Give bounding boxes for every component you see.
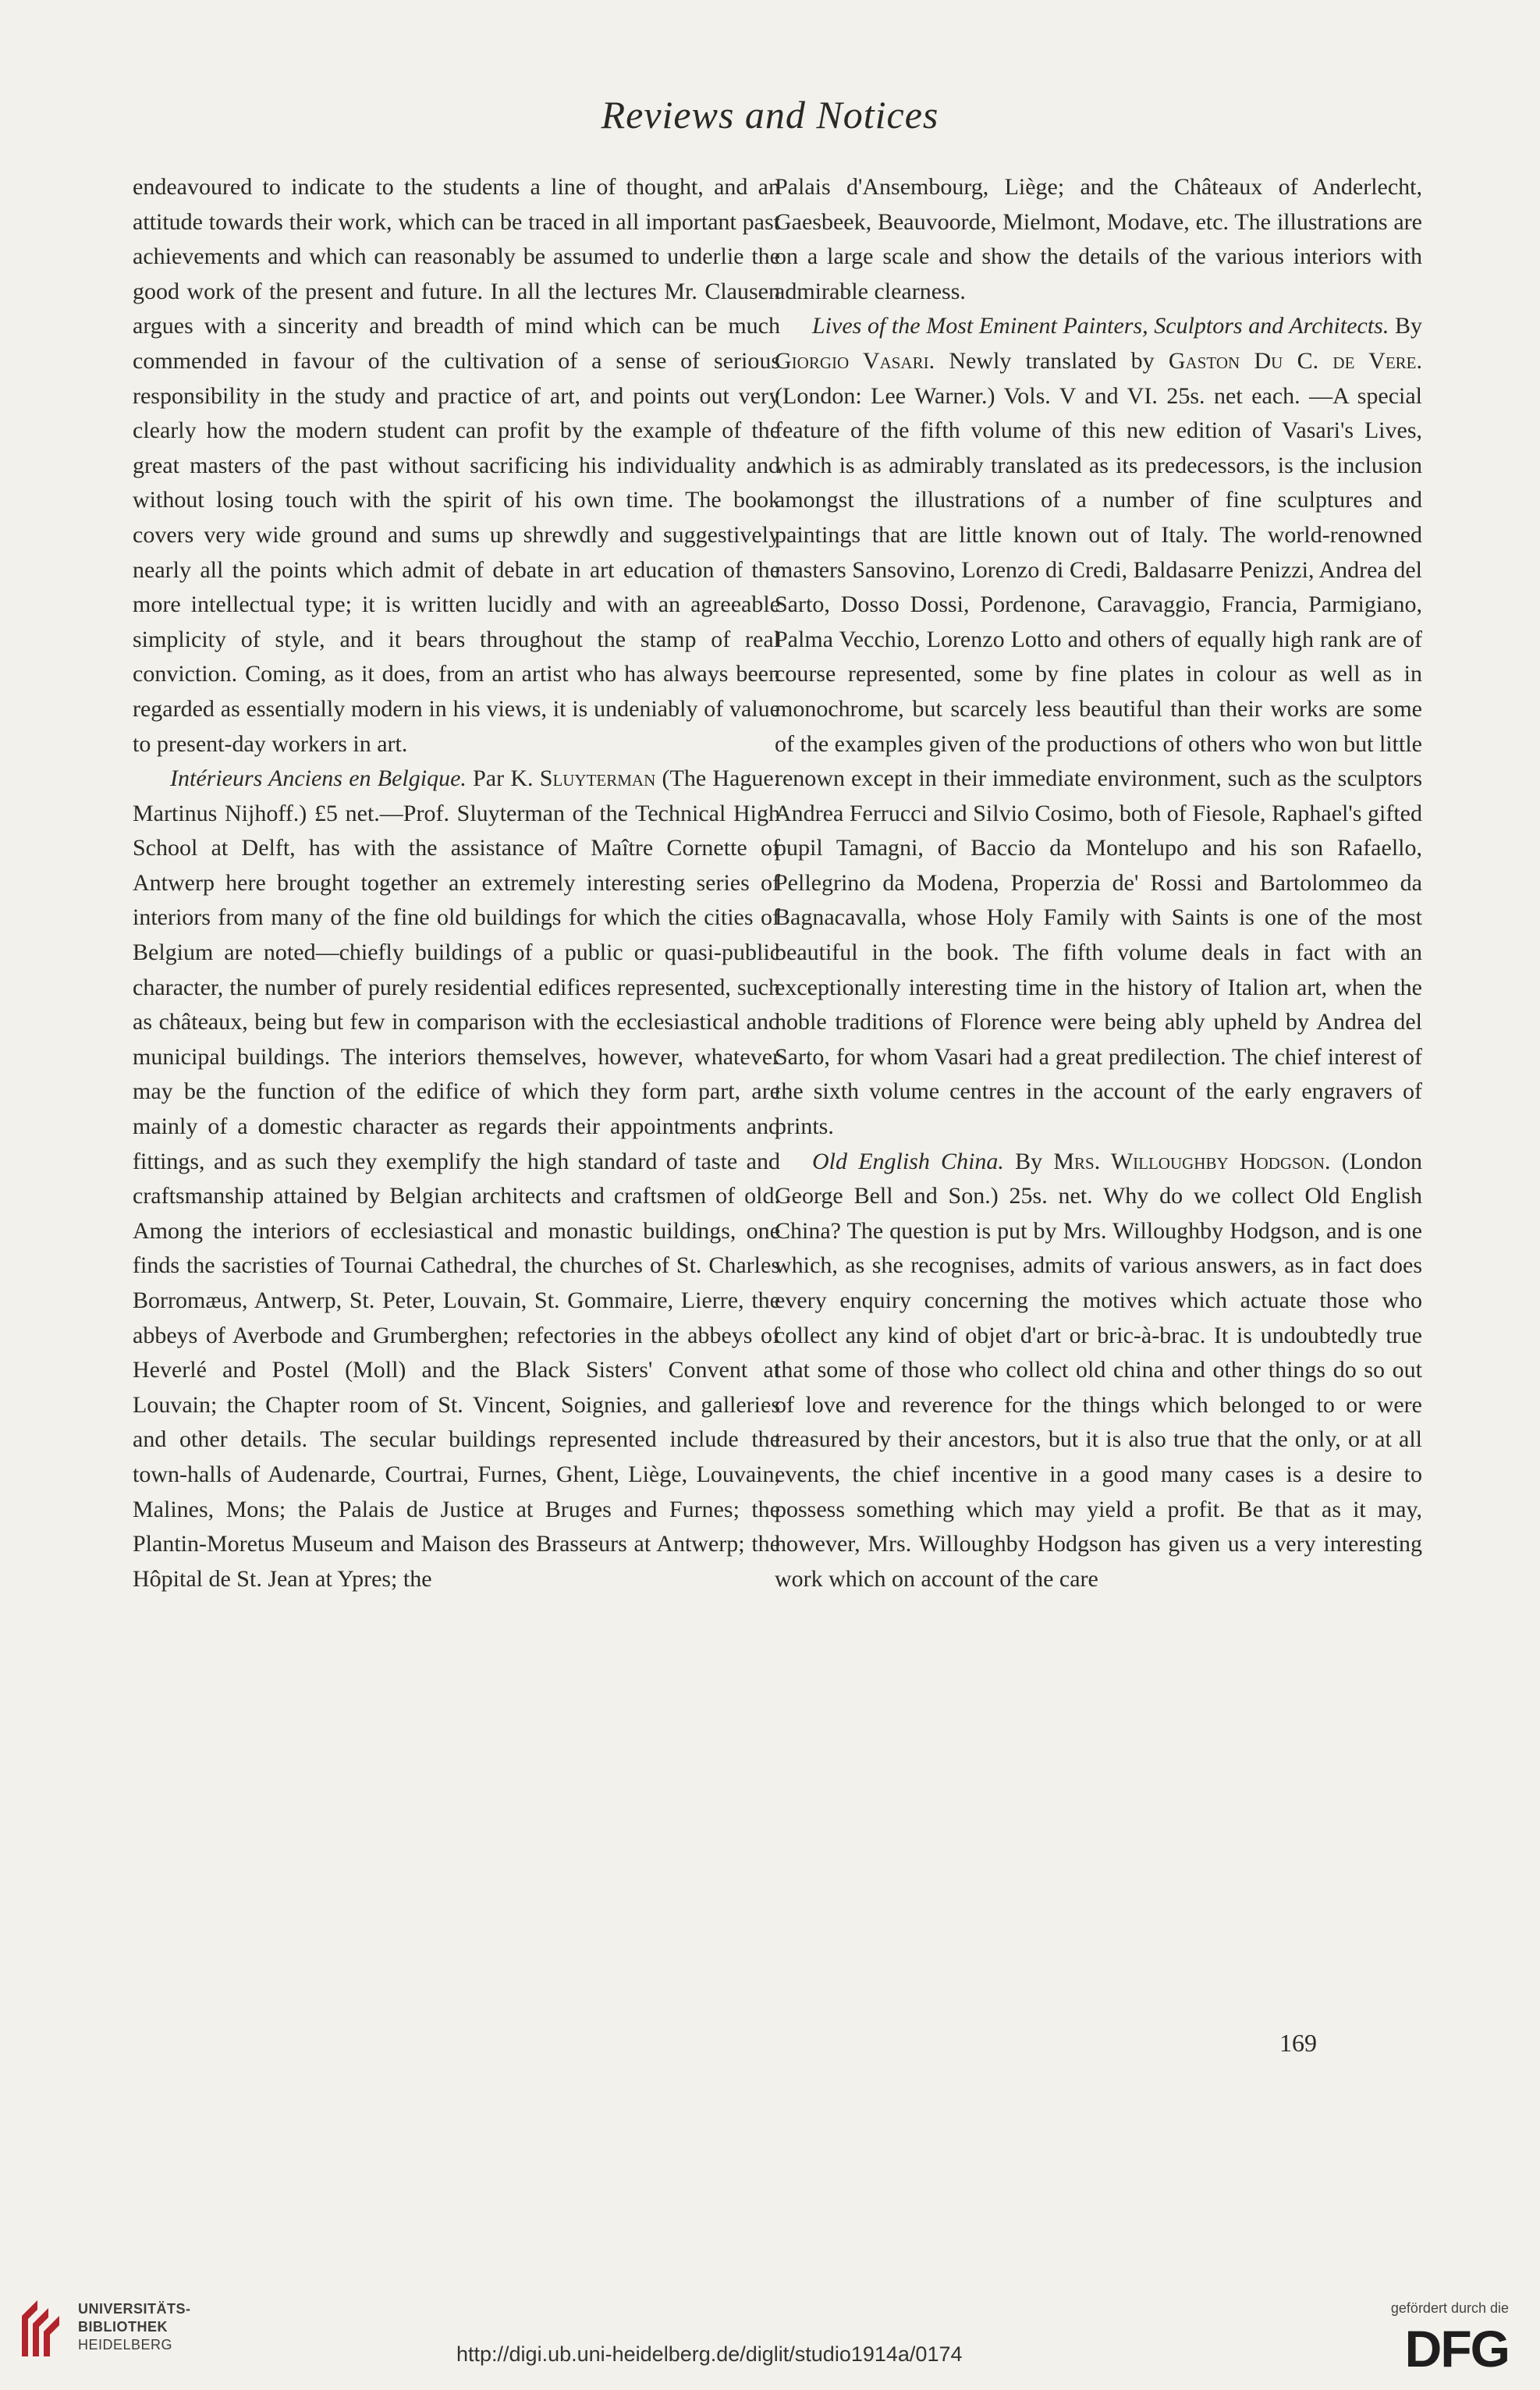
review-body: (The Hague: Martinus Nijhoff.) £5 net.—Prof. Sluyterman of the Technical High School at Delft, has with the assistance of Maître Cornette of Antwerp here brought together an extremely interesting series of interiors from many of the fine old buildings for which the cities of Belgium are noted—chiefly buildings of a public or quasi-public character, the number of purely residential edifices represented, such as châteaux, being but few in comparison with the ecclesiastical and municipal buildings. The interiors themselves, however, whatever may be the function of the edifice of which they form part, are mainly of a domestic character as regards their appointments and fittings, and as such they exemplify the high standard of taste and craftsmanship attained by Belgian architects and craftsmen of old. Among the interiors of ecclesiastical and monastic buildings, one finds the sacristies of Tournai Cathedral, the churches of St. Charles Borromæus, Antwerp, St. Peter, Louvain, St. Gommaire, Lierre, the abbeys of Averbode and Grumberghen; refectories in the abbeys of Heverlé and Postel (Moll) and the Black Sisters' Convent at Louvain; the Chapter room of St. Vincent, Soignies, and galleries and other details. The secular buildings represented include the town-halls of Audenarde, Courtrai, Furnes, Ghent, Liège, Louvain, Malines, Mons; the Palais de Justice at Bruges and Furnes; the Plantin-Moretus Museum and Maison des Brasseurs at Antwerp; the Hôpital de St. Jean at Ypres; the: [133, 765, 780, 1592]
right-paragraph-3: [775, 1145, 1422, 1597]
author-prefix: By: [1015, 1148, 1043, 1174]
source-url[interactable]: http://digi.ub.uni-heidelberg.de/diglit/studio1914a/0174: [456, 2342, 963, 2366]
funding-note: gefördert durch die: [1390, 2300, 1509, 2316]
left-paragraph-1: endeavoured to indicate to the students a line of thought, and an attitude towards their work, which can be traced in all important past achievements and which can reasonably be assumed to underlie the good work of the present and future. In all the lectures Mr. Clausen argues with a sincerity and breadth of mind which can be much commended in favour of the cultivation of a sense of serious responsibility in the study and practice of art, and points out very clearly how the modern student can profit by the example of the great masters of the past without sacrificing his individuality and without losing touch with the spirit of his own time. The book covers very wide ground and sums up shrewdly and suggestively nearly all the points which admit of debate in art education of the more intellectual type; it is written lucidly and with an agreeable simplicity of style, and it bears throughout the stamp of real conviction. Coming, as it does, from an artist who has always been regarded as essentially modern in his views, it is undeniably of value to present-day workers in art.: [133, 174, 780, 757]
footer: [0, 2255, 1540, 2390]
right-column: [775, 170, 1422, 1596]
review-body: (London George Bell and Son.) 25s. net. Why do we collect Old English China? The question is put by Mrs. Willoughby Hodgson, and is one which, as she recognises, admits of various answers, as in fact does every enquiry concerning the motives which actuate those who collect any kind of objet d'art or bric-à-brac. It is undoubtedly true that some of those who collect old china and other things do so out of love and reverence for the things which belonged to or were treasured by their ancestors, but it is also true that the only, or at all events, the chief incentive in a good many cases is a desire to possess something which may yield a profit. Be that as it may, however, Mrs. Willoughby Hodgson has given us a very interesting work which on account of the care: [775, 1148, 1423, 1592]
book-translator: Gaston Du C. de Vere.: [1168, 347, 1422, 374]
dfg-logo: DFG: [1404, 2320, 1509, 2378]
translated-prefix: Newly translated by: [949, 347, 1155, 374]
left-paragraph-2: [133, 762, 780, 1596]
right-paragraph-2: [775, 309, 1422, 1144]
book-author: Giorgio Vasari.: [775, 347, 935, 374]
library-mark-icon: [16, 2292, 70, 2363]
author-prefix: Par: [473, 765, 505, 792]
right-paragraph-1: Palais d'Ansembourg, Liège; and the Châteaux of Anderlecht, Gaesbeek, Beauvoorde, Mielmont, Modave, etc. The illustrations are on a large scale and show the details of the various interiors with admirable clearness.: [775, 174, 1422, 304]
left-column: [133, 170, 780, 1596]
library-logo[interactable]: [16, 2292, 250, 2363]
review-body: (London: Lee Warner.) Vols. V and VI. 25s. net each. —A special feature of the fifth volume of this new edition of Vasari's Lives, which is as admirably translated as its predecessors, is the inclusion amongst the illustrations of a number of fine sculptures and paintings that are little known out of Italy. The world-renowned masters Sansovino, Lorenzo di Credi, Baldasarre Penizzi, Andrea del Sarto, Dosso Dossi, Pordenone, Caravaggio, Francia, Parmigiano, Palma Vecchio, Lorenzo Lotto and others of equally high rank are of course represented, some by fine plates in colour as well as in monochrome, but scarcely less beautiful than their works are some of the examples given of the productions of others who won but little renown except in their immediate environment, such as the sculptors Andrea Ferrucci and Silvio Cosimo, both of Fiesole, Raphael's gifted pupil Tamagni, of Baccio da Montelupo and his son Rafaello, Pellegrino da Modena, Properzia de' Rossi and Bartolommeo da Bagnacavalla, whose Holy Family with Saints is one of the most beautiful in the book. The fifth volume deals in fact with an exceptionally interesting time in the history of Italion art, when the noble traditions of Florence were being ably upheld by Andrea del Sarto, for whom Vasari had a great predilection. The chief interest of the sixth volume centres in the account of the early engravers of prints.: [775, 382, 1422, 1140]
book-title: Old English China.: [812, 1148, 1004, 1174]
book-title: Intérieurs Anciens en Belgique.: [170, 765, 467, 792]
page-number: 169: [1279, 2029, 1317, 2057]
page-header: Reviews and Notices: [601, 93, 939, 137]
library-line-1: UNIVERSITÄTS-: [78, 2301, 191, 2317]
author-prefix: By: [1394, 313, 1422, 339]
book-author: Mrs. Willoughby Hodgson.: [1053, 1148, 1331, 1174]
library-line-3: HEIDELBERG: [78, 2337, 173, 2353]
book-title: Lives of the Most Eminent Painters, Sculptors and Architects.: [812, 313, 1389, 339]
library-line-2: BIBLIOTHEK: [78, 2319, 168, 2335]
book-author: K. Sluyterman: [510, 765, 656, 792]
library-name: [78, 2300, 191, 2354]
